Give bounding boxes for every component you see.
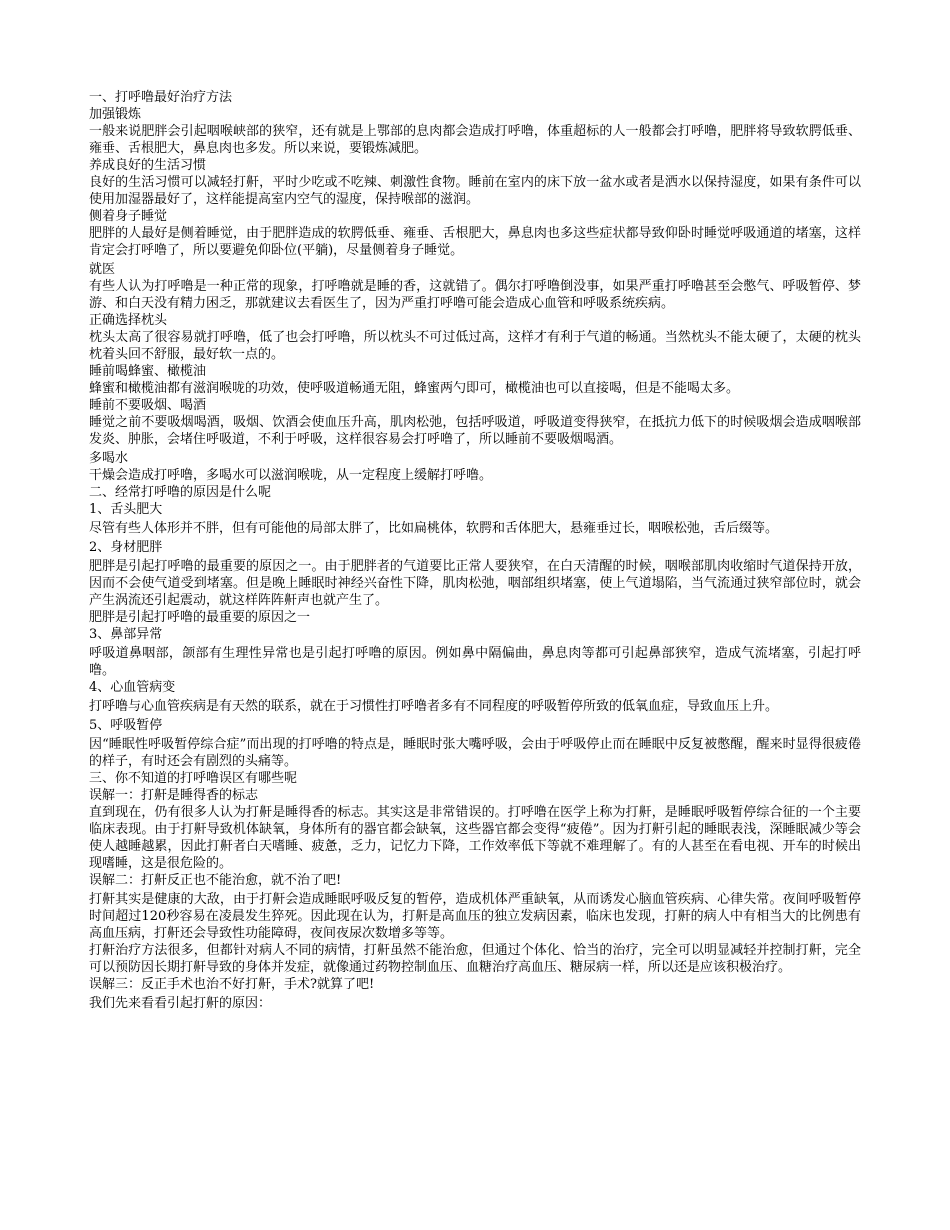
subheading-honey: 睡前喝蜂蜜、橄榄油 — [89, 364, 207, 379]
paragraph-side-sleep: 肥胖的人最好是侧着睡觉，由于肥胖造成的软腭低垂、雍垂、舌根肥大，鼻息肉也多这些症状都导致仰卧时睡觉呼吸通道的堵塞，这样肯定会打呼噜了，所以要避免仰卧位(平躺)，尽量侧着身子睡觉。 — [89, 226, 861, 258]
paragraph-cardio: 打呼噜与心血管疾病是有天然的联系，就在于习惯性打呼噜者多有不同程度的呼吸暂停所致的低氧血症，导致血压上升。 — [89, 699, 779, 714]
subheading-doctor: 就医 — [89, 262, 116, 277]
document-body — [89, 89, 861, 1012]
paragraph-habits: 良好的生活习惯可以减轻打鼾，平时少吃或不吃辣、刺激性食物。睡前在室内的床下放一盆水或者是洒水以保持湿度，如果有条件可以使用加湿器最好了，这样能提高室内空气的湿度，保持喉部的滋润。 — [89, 175, 861, 207]
subheading-apnea: 5、呼吸暂停 — [89, 718, 163, 733]
subheading-no-smoking: 睡前不要吸烟、喝酒 — [89, 398, 207, 413]
paragraph-honey: 蜂蜜和橄榄油都有滋润喉咙的功效，使呼吸道畅通无阻，蜂蜜两勺即可，橄榄油也可以直接喝，但是不能喝太多。 — [89, 381, 740, 396]
subheading-exercise: 加强锻炼 — [89, 107, 142, 122]
paragraph-doctor: 有些人认为打呼噜是一种正常的现象，打呼噜就是睡的香，这就错了。偶尔打呼噜倒没事，如果严重打呼噜甚至会憋气、呼吸暂停、梦游、和白天没有精力困乏，那就建议去看医生了，因为严重打呼噜可能会造成心血管和呼吸系统疾病。 — [89, 279, 861, 311]
section-heading-2: 二、经常打呼噜的原因是什么呢 — [89, 485, 272, 500]
paragraph-tongue: 尽管有些人体形并不胖，但有可能他的局部太胖了，比如扁桃体，软腭和舌体肥大，悬雍垂过长，咽喉松弛，舌后缀等。 — [89, 521, 779, 536]
subheading-habits: 养成良好的生活习惯 — [89, 158, 207, 173]
section-heading-1: 一、打呼噜最好治疗方法 — [89, 90, 233, 105]
paragraph-apnea: 因“睡眠性呼吸暂停综合症”而出现的打呼噜的特点是，睡眠时张大嘴呼吸，会由于呼吸停止而在睡眠中反复被憋醒，醒来时显得很疲倦的样子，有时还会有剧烈的头痛等。 — [89, 737, 861, 769]
subheading-pillow: 正确选择枕头 — [89, 313, 168, 328]
myth-3-heading: 误解三：反正手术也治不好打鼾，手术?就算了吧! — [89, 977, 375, 992]
myth-1-heading: 误解一：打鼾是睡得香的标志 — [89, 788, 259, 803]
subheading-obesity: 2、身材肥胖 — [89, 540, 163, 555]
myth-2-heading: 误解二：打鼾反正也不能治愈，就不治了吧! — [89, 873, 342, 888]
paragraph-causes-intro: 我们先来看看引起打鼾的原因： — [89, 996, 272, 1011]
myth-1-paragraph: 直到现在，仍有很多人认为打鼾是睡得香的标志。其实这是非常错误的。打呼噜在医学上称为打鼾，是睡眠呼吸暂停综合征的一个主要临床表现。由于打鼾导致机体缺氧，身体所有的器官都会缺氧，这些器官都会变得“疲倦”。因为打鼾引起的睡眠表浅，深睡眠减少等会使人越睡越累，因此打鼾者白天嗜睡、疲惫，乏力，记忆力下降，工作效率低下等就不难理解了。有的人甚至在看电视、开车的时候出现嗜睡，这是很危险的。 — [89, 805, 861, 871]
myth-2-paragraph-2: 打鼾治疗方法很多，但都针对病人不同的病情，打鼾虽然不能治愈，但通过个体化、恰当的治疗，完全可以明显减轻并控制打鼾，完全可以预防因长期打鼾导致的身体并发症，就像通过药物控制血压、血糖治疗高血压、糖尿病一样，所以还是应该积极治疗。 — [89, 943, 861, 975]
paragraph-nasal: 呼吸道鼻咽部，颌部有生理性异常也是引起打呼噜的原因。例如鼻中隔偏曲，鼻息肉等都可引起鼻部狭窄，造成气流堵塞，引起打呼噜。 — [89, 646, 861, 678]
section-heading-3: 三、你不知道的打呼噜误区有哪些呢 — [89, 771, 298, 786]
myth-2-paragraph-1: 打鼾其实是健康的大敌，由于打鼾会造成睡眠呼吸反复的暂停，造成机体严重缺氧，从而诱发心脑血管疾病、心律失常。夜间呼吸暂停时间超过120秒容易在凌晨发生猝死。因此现在认为，打鼾是高血压的独立发病因素，临床也发现，打鼾的病人中有相当大的比例患有高血压病，打鼾还会导致性功能障碍，夜间夜尿次数增多等等。 — [89, 892, 861, 941]
caption-obesity: 肥胖是引起打呼噜的最重要的原因之一 — [89, 610, 311, 625]
paragraph-water: 干燥会造成打呼噜，多喝水可以滋润喉咙，从一定程度上缓解打呼噜。 — [89, 468, 493, 483]
subheading-nasal: 3、鼻部异常 — [89, 627, 163, 642]
subheading-water: 多喝水 — [89, 451, 129, 466]
paragraph-no-smoking: 睡觉之前不要吸烟喝酒，吸烟、饮酒会使血压升高，肌肉松弛，包括呼吸道，呼吸道变得狭窄，在抵抗力低下的时候吸烟会造成咽喉部发炎、肿胀，会堵住呼吸道，不利于呼吸，这样很容易会打呼噜了，所以睡前不要吸烟喝酒。 — [89, 415, 861, 447]
subheading-cardio: 4、心血管病变 — [89, 680, 176, 695]
subheading-side-sleep: 侧着身子睡觉 — [89, 209, 168, 224]
subheading-tongue: 1、舌头肥大 — [89, 502, 163, 517]
paragraph-exercise: 一般来说肥胖会引起咽喉峡部的狭窄，还有就是上鄂部的息肉都会造成打呼噜，体重超标的人一般都会打呼噜，肥胖将导致软腭低垂、雍垂、舌根肥大，鼻息肉也多发。所以来说，要锻炼减肥。 — [89, 124, 861, 156]
paragraph-obesity: 肥胖是引起打呼噜的最重要的原因之一。由于肥胖者的气道要比正常人要狭窄，在白天清醒的时候，咽喉部肌肉收缩时气道保持开放，因而不会使气道受到堵塞。但是晚上睡眠时神经兴奋性下降，肌肉松弛，咽部组织堵塞，使上气道塌陷，当气流通过狭窄部位时，就会产生涡流还引起震动，就这样阵阵鼾声也就产生了。 — [89, 559, 861, 608]
paragraph-pillow: 枕头太高了很容易就打呼噜，低了也会打呼噜，所以枕头不可过低过高，这样才有利于气道的畅通。当然枕头不能太硬了，太硬的枕头枕着头回不舒服，最好软一点的。 — [89, 330, 861, 362]
